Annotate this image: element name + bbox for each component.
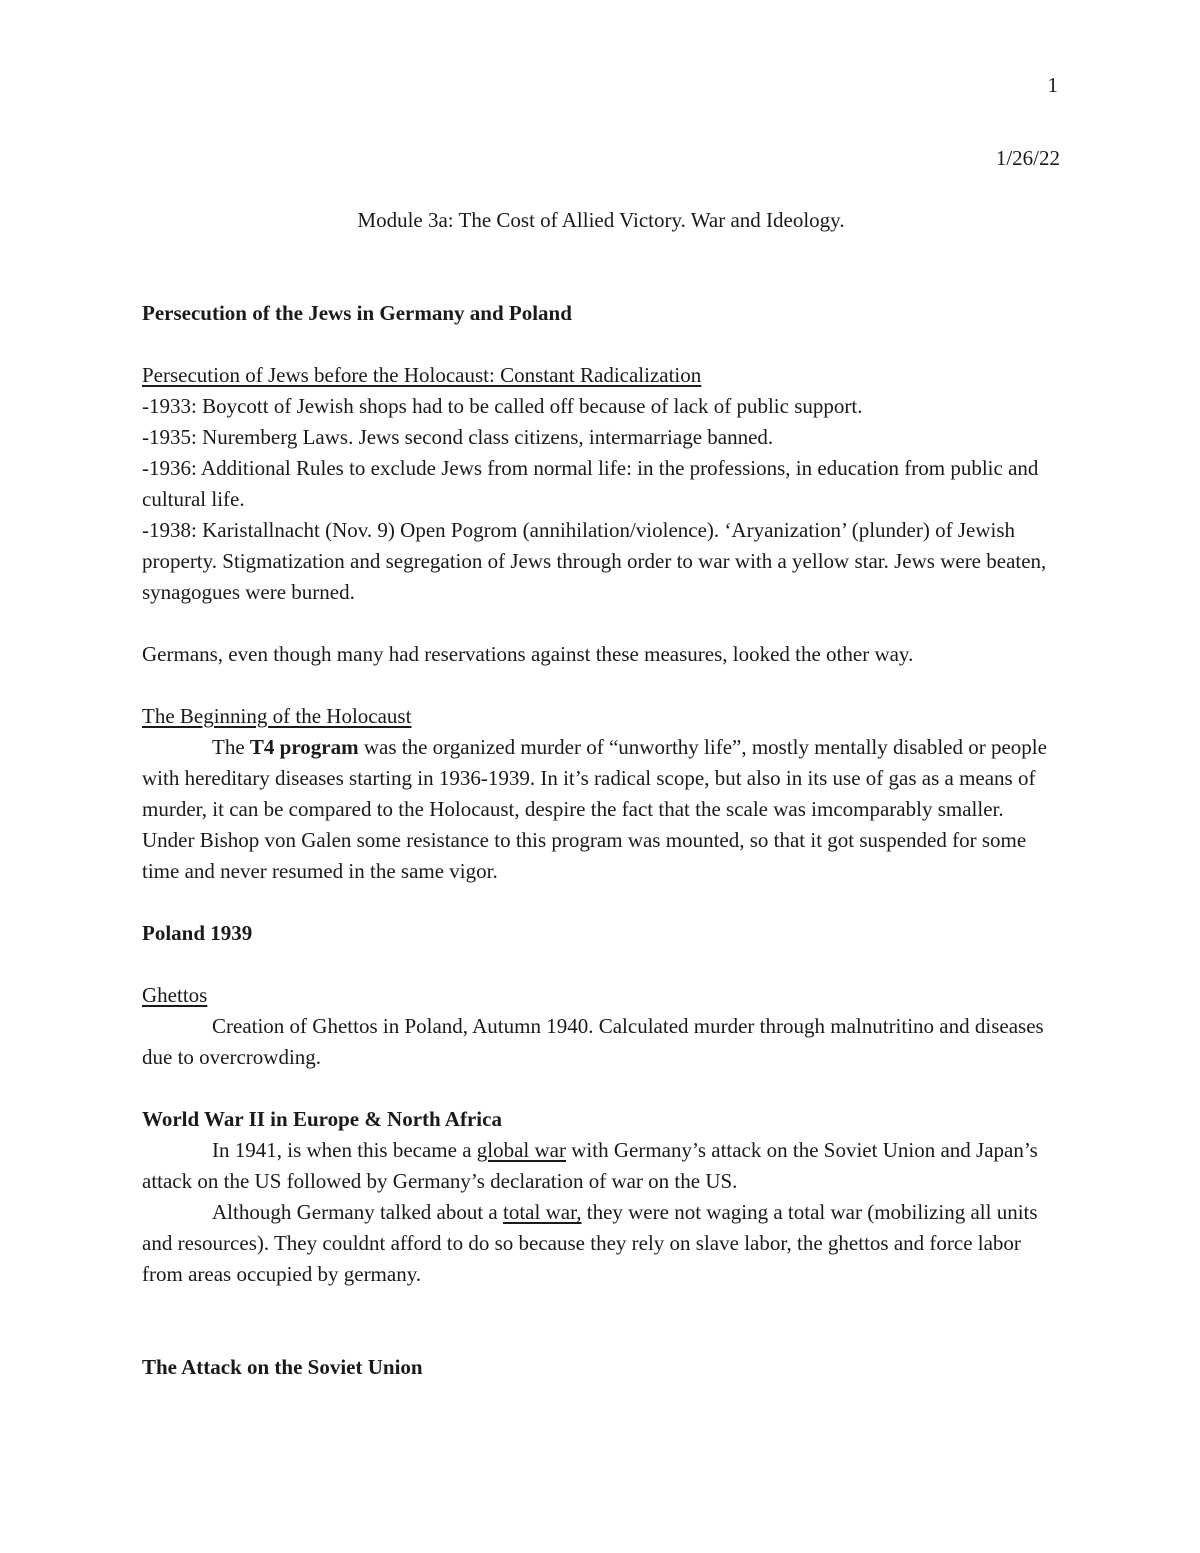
section-heading-wwii: World War II in Europe & North Africa	[142, 1107, 502, 1131]
total-war-term: total war,	[503, 1200, 582, 1224]
section-heading-poland: Poland 1939	[142, 921, 253, 945]
global-war-term: global war	[476, 1138, 567, 1162]
blank-line	[142, 1321, 1060, 1352]
section-heading-soviet-attack: The Attack on the Soviet Union	[142, 1355, 423, 1379]
t4-paragraph	[142, 732, 1060, 887]
ghettos-paragraph: Creation of Ghettos in Poland, Autumn 1940. Calculated murder through malnutritino and diseases due to overcrowding.	[142, 1014, 1044, 1069]
document-date: 1/26/22	[995, 146, 1060, 170]
page-number: 1	[1047, 73, 1058, 97]
germans-note: Germans, even though many had reservations against these measures, looked the other way.	[142, 642, 914, 666]
blank-line	[142, 608, 1060, 639]
total-war-body: they were not waging a total war (mobilizing all units and resources). They couldnt afford to do so because they rely on slave labor, the ghettos and force labor from areas occupied by germany.	[142, 1200, 1038, 1286]
t4-lead-text: The	[212, 735, 250, 759]
subheading-ghettos: Ghettos	[142, 983, 208, 1007]
subheading-radicalization: Persecution of Jews before the Holocaust: Constant Radicalization	[142, 363, 702, 387]
global-war-lead: In 1941, is when this became a	[212, 1138, 477, 1162]
blank-line	[142, 887, 1060, 918]
blank-line	[142, 670, 1060, 701]
timeline-item-1935: -1935: Nuremberg Laws. Jews second class citizens, intermarriage banned.	[142, 425, 774, 449]
global-war-body: with Germany’s attack on the Soviet Union and Japan’s attack on the US followed by Germany’s declaration of war on the US.	[142, 1138, 1038, 1193]
t4-program-term: T4 program	[249, 735, 359, 759]
timeline-item-1938: -1938: Karistallnacht (Nov. 9) Open Pogrom (annihilation/violence). ‘Aryanization’ (plunder) of Jewish property. Stigmatization and segregation of Jews through order to war with a yellow star. Jews were beaten, synagogues were burned.	[142, 518, 1047, 604]
section-heading-persecution: Persecution of the Jews in Germany and Poland	[142, 301, 572, 325]
blank-line	[142, 236, 1060, 267]
blank-line	[142, 1073, 1060, 1104]
blank-line	[142, 174, 1060, 205]
timeline-item-1936: -1936: Additional Rules to exclude Jews from normal life: in the professions, in education from public and cultural life.	[142, 456, 1039, 511]
timeline-item-1933: -1933: Boycott of Jewish shops had to be called off because of lack of public support.	[142, 394, 863, 418]
global-war-paragraph	[142, 1135, 1060, 1197]
blank-line	[142, 1290, 1060, 1321]
document-body	[142, 143, 1060, 1383]
module-title: Module 3a: The Cost of Allied Victory. War and Ideology.	[357, 208, 845, 232]
t4-body-text: was the organized murder of “unworthy life”, mostly mentally disabled or people with hereditary diseases starting in 1936-1939. In it’s radical scope, but also in its use of gas as a means of murder, it can be compared to the Holocaust, despire the fact that the scale was imcomparably smaller. Under Bishop von Galen some resistance to this program was mounted, so that it got suspended for some time and never resumed in the same vigor.	[142, 735, 1047, 883]
total-war-lead: Although Germany talked about a	[212, 1200, 504, 1224]
blank-line	[142, 329, 1060, 360]
blank-line	[142, 267, 1060, 298]
total-war-paragraph	[142, 1197, 1060, 1290]
blank-line	[142, 949, 1060, 980]
subheading-beginning-holocaust: The Beginning of the Holocaust	[142, 704, 412, 728]
